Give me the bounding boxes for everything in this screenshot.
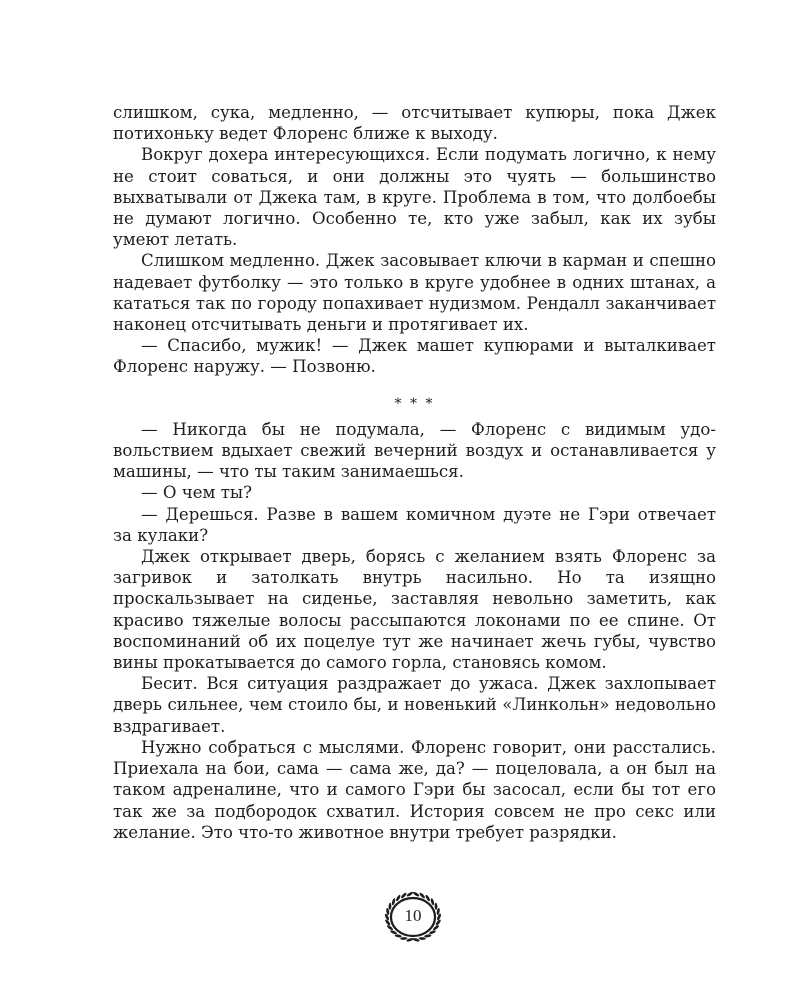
paragraph: Вокруг дохера интересующихся. Если подумать логично, к нему не стоит соваться, и они должны это чуять — большинство выхватывали от Джека там, в круге. Проблема в том, что долбоебы не думают логично. Особенно те, кто уже забыл, как их зубы умеют летать.	[113, 145, 716, 250]
paragraph: — Никогда бы не подумала, — Флоренс с видимым удовольствием вдыхает свежий вечерний воздух и останавливается у машины, — что ты таким занимаешься.	[113, 419, 716, 482]
scene-break: * * *	[394, 395, 435, 412]
page-number: 10	[404, 906, 422, 925]
paragraph: Бесит. Вся ситуация раздражает до ужаса. Джек захлопывает дверь сильнее, чем стоило бы, и новенький «Линкольн» недовольно вздрагивает.	[113, 674, 716, 736]
paragraph: — О чем ты?	[141, 483, 253, 503]
wreath-leaf	[394, 934, 402, 938]
paragraph: — Спасибо, мужик! — Джек машет купюрами и выталкивает Флоренс наружу. — Позвоню.	[113, 336, 716, 377]
wreath-leaf	[406, 891, 414, 897]
paragraph: Джек открывает дверь, борясь с желанием взять Флоренс за загривок и затолкать внутрь насильно. Но та изящно проскальзывает на сиденье, заставляя невольно заметить, как красиво тяжелые волосы рассыпаются локонами по ее спине. От воспоминаний об их поцелуе тут же начинает жечь губы, чувство вины прокатывается до самого горла, становясь комом.	[113, 547, 716, 673]
paragraph: слишком, сука, медленно, — отсчитывает купюры, пока Джек потихоньку ведет Флоренс ближе к выходу.	[113, 103, 716, 144]
wreath-leaf	[424, 934, 432, 938]
paragraph: — Дерешься. Разве в вашем комичном дуэте не Гэри отвечает за кулаки?	[113, 504, 716, 545]
body-text	[113, 102, 716, 843]
wreath-leaf	[419, 937, 426, 940]
page-number-badge	[381, 889, 445, 945]
wreath-leaf	[400, 937, 407, 940]
wreath-leaf	[412, 891, 420, 897]
paragraph: Слишком медленно. Джек засовывает ключи в карман и спешно надевает футболку — это только в круге удобнее в одних штанах, а кататься так по городу попахивает нудизмом. Рендалл заканчивает наконец отсчитывать деньги и протягивает их.	[113, 251, 716, 335]
paragraph: Нужно собраться с мыслями. Флоренс говорит, они расстались. Приехала на бои, сама — сама же, да? — поцеловала, а он был на таком адреналине, что и самого Гэри бы засосал, если бы тот его так же за подбородок схватил. История совсем не про секс или желание. Это что-то животное внутри требует разрядки.	[113, 737, 716, 842]
